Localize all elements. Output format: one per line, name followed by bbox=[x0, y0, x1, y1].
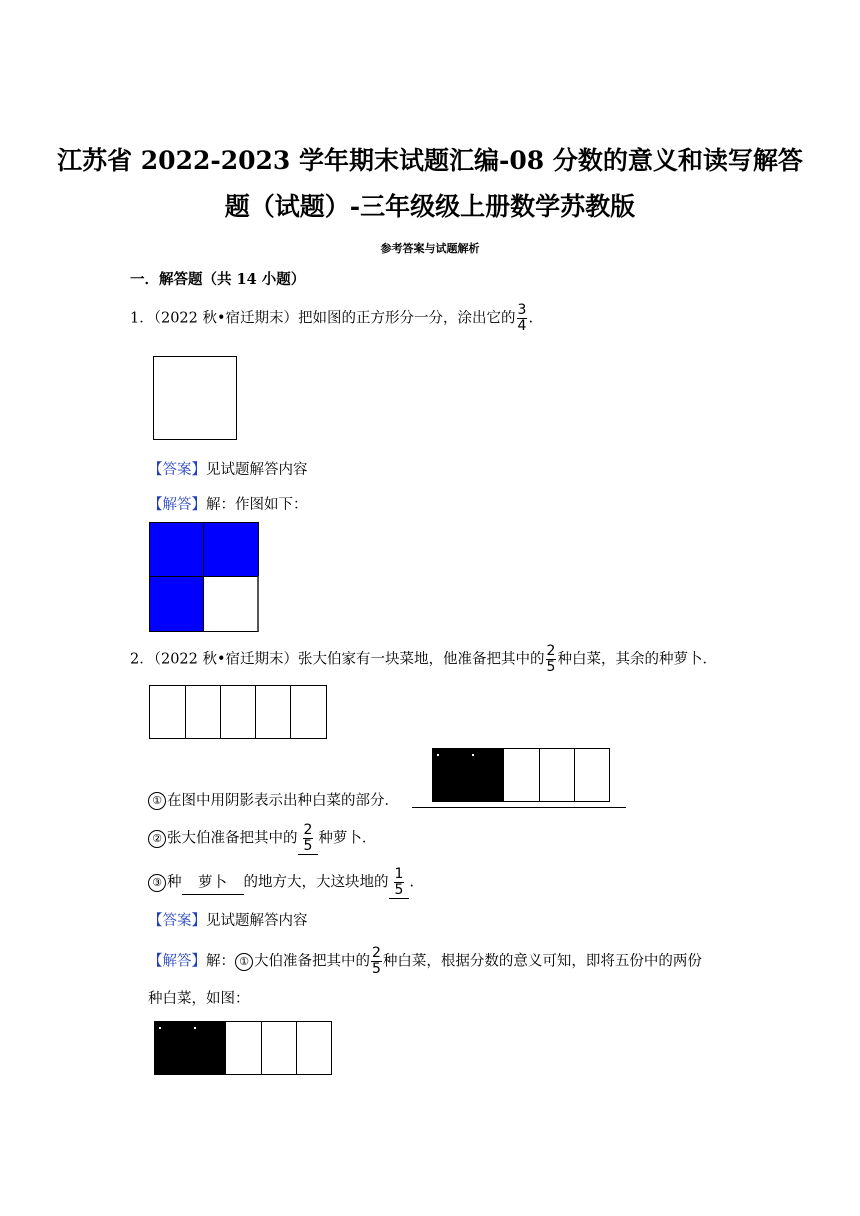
grid-cell-top-left bbox=[149, 522, 204, 577]
question-2-fraction bbox=[546, 644, 557, 675]
solution-text-a: 解： bbox=[206, 953, 235, 970]
strip-part bbox=[225, 1022, 261, 1074]
strip-part bbox=[539, 749, 575, 801]
part-2-number: ② bbox=[148, 830, 166, 848]
question-1-text bbox=[130, 303, 533, 334]
section-heading: 一．解答题（共 14 小题） bbox=[130, 271, 306, 288]
strip-part-shaded bbox=[190, 1022, 226, 1074]
question-2-solution-line-2: 种白菜，如图： bbox=[148, 991, 250, 1007]
part-1-answer-underline bbox=[412, 807, 626, 808]
question-2-empty-strip bbox=[149, 685, 327, 739]
answer-tag: 【答案】 bbox=[148, 913, 206, 929]
strip-part bbox=[574, 749, 610, 801]
strip-mark bbox=[472, 754, 474, 756]
solution-number: ① bbox=[235, 953, 253, 971]
part-1-question: 在图中用阴影表示出种白菜的部分． bbox=[167, 793, 399, 809]
strip-part-shaded bbox=[155, 1022, 191, 1074]
strip-mark bbox=[194, 1027, 196, 1029]
strip-part bbox=[185, 686, 221, 738]
solution-text-b: 大伯准备把其中的 bbox=[254, 953, 370, 970]
question-2-solution bbox=[148, 946, 702, 977]
part-3-question-c: . bbox=[409, 874, 415, 891]
strip-part bbox=[296, 1022, 332, 1074]
grid-cell-bottom-right bbox=[203, 576, 259, 632]
answer-text: 见试题解答内容 bbox=[206, 462, 308, 478]
part-1-number: ① bbox=[148, 792, 166, 810]
part-3-number: ③ bbox=[148, 874, 166, 892]
question-1-prefix: 1．（2022 秋•宿迁期末）把如图的正方形分一分，涂出它的 bbox=[130, 310, 516, 327]
question-1-fraction bbox=[517, 303, 528, 334]
part-3-answer-blank-2 bbox=[389, 867, 410, 899]
question-2-text bbox=[130, 644, 717, 675]
part-3-fraction bbox=[394, 867, 405, 898]
part-2-fraction bbox=[303, 823, 314, 854]
solution-tag: 【解答】 bbox=[148, 953, 206, 970]
question-2-solution-strip bbox=[154, 1021, 332, 1075]
fraction-numerator: 2 bbox=[303, 822, 313, 838]
fraction-denominator: 4 bbox=[517, 318, 527, 334]
part-1-answer-strip bbox=[432, 748, 610, 802]
question-1-solution bbox=[148, 494, 308, 516]
strip-part-shaded bbox=[433, 749, 469, 801]
part-3-question-b: 的地方大，大这块地的 bbox=[243, 874, 389, 891]
fraction-numerator: 2 bbox=[372, 945, 381, 961]
strip-part bbox=[220, 686, 256, 738]
grid-cell-bottom-left bbox=[149, 576, 204, 632]
question-1-answer bbox=[148, 459, 308, 481]
fraction-numerator: 2 bbox=[546, 643, 556, 659]
fraction-denominator: 5 bbox=[546, 659, 556, 675]
solution-text: 解：作图如下： bbox=[206, 497, 308, 513]
strip-mark bbox=[159, 1027, 161, 1029]
document-subtitle: 参考答案与试题解析 bbox=[380, 242, 480, 255]
solution-fraction bbox=[371, 946, 382, 977]
part-2-answer-blank bbox=[298, 823, 319, 855]
part-2-text bbox=[148, 823, 376, 855]
part-3-question-a: 种 bbox=[167, 874, 182, 891]
fraction-denominator: 5 bbox=[372, 961, 381, 977]
strip-part-shaded bbox=[468, 749, 504, 801]
question-2-prefix: 2．（2022 秋•宿迁期末）张大伯家有一块菜地，他准备把其中的 bbox=[130, 651, 545, 668]
question-1-empty-square bbox=[153, 356, 237, 440]
strip-part bbox=[255, 686, 291, 738]
fraction-numerator: 3 bbox=[517, 302, 527, 318]
strip-part bbox=[261, 1022, 297, 1074]
question-2-suffix: 种白菜，其余的种萝卜． bbox=[557, 651, 717, 668]
part-3-text bbox=[148, 867, 414, 899]
document-title-line-2: 题（试题）-三年级级上册数学苏教版 bbox=[224, 192, 636, 221]
solution-tag: 【解答】 bbox=[148, 497, 206, 513]
question-1-suffix: . bbox=[528, 310, 534, 327]
solution-text-c: 种白菜，根据分数的意义可知，即将五份中的两份 bbox=[382, 953, 702, 970]
strip-part bbox=[503, 749, 539, 801]
part-3-answer-blank-1: 萝卜 bbox=[182, 872, 244, 895]
document-title-line-1: 江苏省 2022-2023 学年期末试题汇编-08 分数的意义和读写解答 bbox=[57, 146, 803, 175]
fraction-denominator: 5 bbox=[303, 838, 313, 854]
part-1-text bbox=[148, 790, 399, 812]
question-2-answer bbox=[148, 910, 308, 932]
strip-mark bbox=[437, 754, 439, 756]
grid-cell-top-right bbox=[203, 522, 259, 577]
question-1-solution-figure bbox=[149, 522, 259, 632]
fraction-numerator: 1 bbox=[394, 866, 404, 882]
fraction-denominator: 5 bbox=[394, 882, 404, 898]
part-2-question-a: 张大伯准备把其中的 bbox=[167, 830, 298, 847]
part-2-question-b: 种萝卜． bbox=[318, 830, 377, 847]
strip-part bbox=[150, 686, 186, 738]
answer-tag: 【答案】 bbox=[148, 462, 206, 478]
answer-text: 见试题解答内容 bbox=[206, 913, 308, 929]
